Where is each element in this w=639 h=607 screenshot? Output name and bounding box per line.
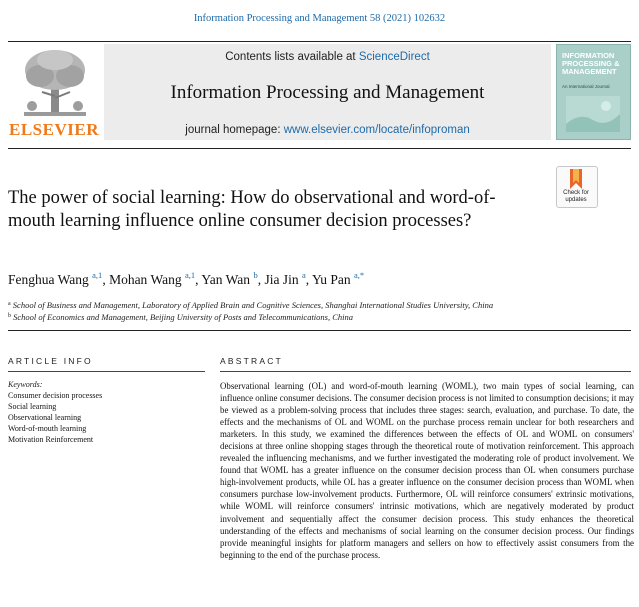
affiliation-text: School of Business and Management, Laboratory of Applied Brain and Cognitive Sciences, Shanghai International Studies University, China <box>12 300 494 310</box>
keywords-label: Keywords: <box>8 380 43 389</box>
section-divider <box>8 330 631 331</box>
abstract-heading: ABSTRACT <box>220 356 283 366</box>
author-list: Fenghua Wang $^{a,1}$, Mohan Wang $^{a,1}$, Yan Wan $^b$, Jia Jin $^a$, Yu Pan $^{a,*}$ <box>8 270 365 287</box>
cover-decoration-icon <box>566 96 620 132</box>
journal-reference[interactable]: Information Processing and Management 58 (2021) 102632 <box>193 13 446 24</box>
contents-prefix: Contents lists available at <box>225 51 359 63</box>
keyword-item[interactable]: Observational learning <box>8 412 82 422</box>
article-info-rule <box>8 371 205 372</box>
affiliation-mark: b <box>8 313 11 319</box>
affiliation-mark: a <box>8 301 11 307</box>
journal-title: Information Processing and Management <box>170 82 485 103</box>
author-name[interactable]: Jia Jin <box>264 272 299 287</box>
keyword-item[interactable]: Consumer decision processes <box>8 391 103 400</box>
article-info-heading: ARTICLE INFO <box>8 356 93 366</box>
header-bottom-rule <box>8 148 631 149</box>
author-name[interactable]: Fenghua Wang <box>8 272 89 287</box>
check-for-updates-label: Check for updates <box>563 190 589 203</box>
author-name[interactable]: Mohan Wang <box>109 272 182 287</box>
homepage-prefix: journal homepage: <box>185 124 284 136</box>
author-affiliation-mark[interactable]: a,* <box>354 270 365 280</box>
cover-subtitle: An International Journal <box>562 84 610 89</box>
sciencedirect-link[interactable]: ScienceDirect <box>358 51 430 63</box>
keyword-item[interactable]: Social learning <box>8 401 57 411</box>
keyword-item[interactable]: Word-of-mouth learning <box>8 423 87 433</box>
author-name[interactable]: Yan Wan <box>201 272 251 287</box>
contents-line <box>104 51 551 63</box>
elsevier-wordmark[interactable]: ELSEVIER <box>9 120 99 139</box>
author-affiliation-mark[interactable]: a,1 <box>92 270 103 280</box>
affiliation-a <box>8 300 628 310</box>
bookmark-ribbon-icon <box>568 169 584 189</box>
keyword-item[interactable]: Motivation Reinforcement <box>8 434 94 444</box>
abstract-rule <box>220 371 631 372</box>
homepage-url-link[interactable]: www.elsevier.com/locate/infoproman <box>283 124 470 136</box>
header-top-rule <box>8 41 631 42</box>
elsevier-tree-logo-icon <box>18 46 92 120</box>
keyword-list <box>8 391 102 446</box>
article-title: The power of social learning: How do observational and word-of-mouth learning influence online consumer decision processes? <box>8 188 496 231</box>
abstract-text: Observational learning (OL) and word-of-mouth learning (WOML), two main types of social learning, can influence online consumer decisions. The consumer decision process is not limited to consumption decisions; it may be viewed as a problem-solving process that includes three stages: search, evaluation, and purchase. To date, the effects and the mechanisms of OL and WOML on the purchase process remain unclear for both researchers and marketers. In this study, we examined the differences between the effects of OL and WOML on consumers' decisions at three online shopping stages through the theoretical route of motivation reinforcement. This approach revealed the influencing mechanisms, and we further investigated the moderating role of product involvement. We found that WOML has a greater influence on the consumer decision process than OL when consumers purchase high-involvement products, while OL has a greater influence on the consumer decision process than WOML when consumers purchase low-involvement products. Furthermore, OL will reinforce consumers' extrinsic motivations, while WOML will reinforce consumers' intrinsic motivations, which are negatively moderated by product involvement and sequentially affect the consumer decision process. This study enhances the theoretical understanding of the effects and mechanisms of social learning on the consumer decision process. Our findings provide meaningful insights for platform managers and sellers on how to effectively assist consumers from the beginning to the end of the purchase process. <box>220 381 634 560</box>
author-name[interactable]: Yu Pan <box>311 272 351 287</box>
journal-homepage-line <box>104 124 551 136</box>
author-affiliation-mark[interactable]: a,1 <box>184 270 196 280</box>
affiliation-text: School of Economics and Management, Beijing University of Posts and Telecommunications, China <box>13 312 354 322</box>
author-affiliation-mark[interactable]: b <box>253 270 258 280</box>
affiliation-b <box>8 312 628 322</box>
cover-title: INFORMATION PROCESSING & MANAGEMENT <box>562 51 620 76</box>
author-affiliation-mark[interactable]: a <box>301 270 306 280</box>
